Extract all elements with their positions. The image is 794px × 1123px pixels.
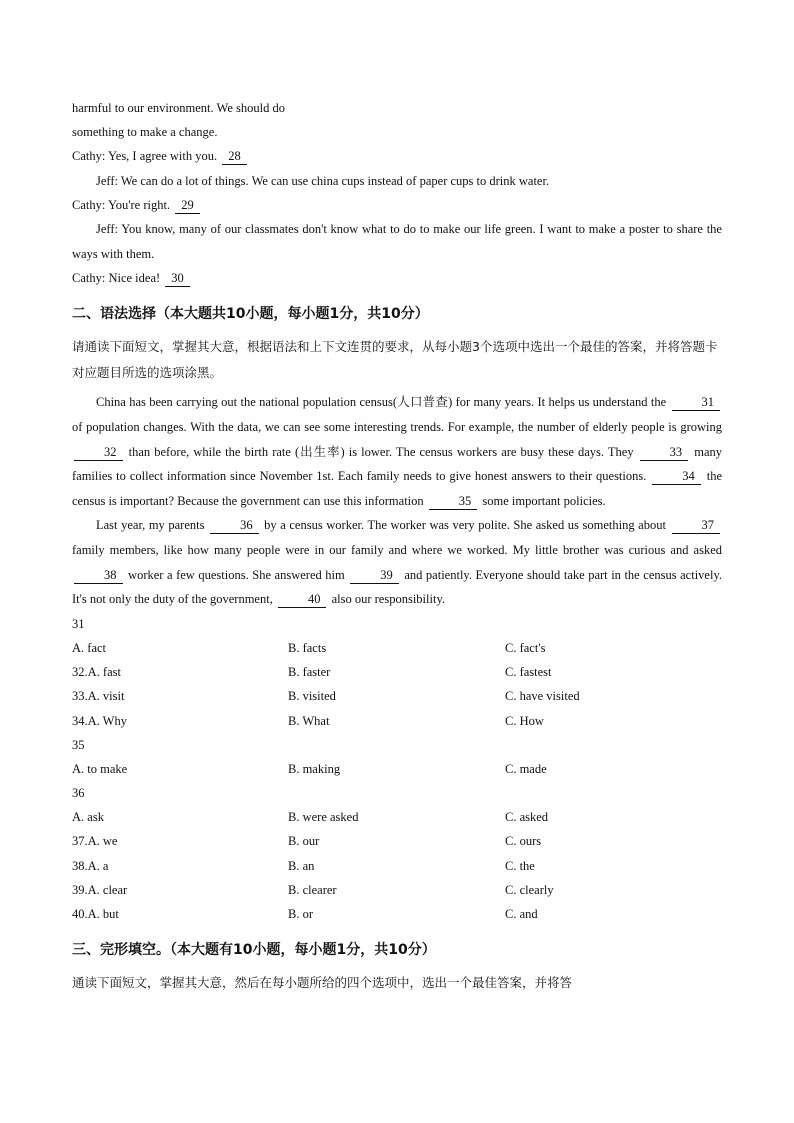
option-b[interactable]: B. making bbox=[288, 761, 341, 776]
option-a[interactable]: 38.A. a bbox=[72, 858, 109, 873]
blank-38[interactable]: 38 bbox=[74, 568, 123, 584]
option-a[interactable]: 34.A. Why bbox=[72, 713, 127, 728]
blank-30[interactable]: 30 bbox=[165, 271, 190, 287]
option-a[interactable]: A. ask bbox=[72, 810, 104, 825]
option-a[interactable]: 33.A. visit bbox=[72, 689, 125, 704]
option-a[interactable]: 32.A. fast bbox=[72, 665, 121, 680]
passage-text: many families to collect information since November 1st. Each family needs to give honest answers to their questions. bbox=[72, 444, 723, 484]
option-row bbox=[72, 829, 722, 853]
section-heading: 二、语法选择（本大题共10小题，每小题1分，共10分） bbox=[72, 306, 429, 323]
dialogue-line bbox=[72, 144, 722, 168]
option-row bbox=[72, 757, 722, 781]
option-a[interactable]: 39.A. clear bbox=[72, 882, 128, 897]
passage-text: by a census worker. The worker was very polite. She asked us something about bbox=[264, 518, 666, 533]
passage-text: family members, like how many people were in our family and where we worked. My little brother was curious and asked bbox=[72, 542, 722, 557]
dialogue-line: something to make a change. bbox=[72, 125, 218, 140]
passage-paragraph bbox=[72, 390, 722, 513]
option-b[interactable]: B. facts bbox=[288, 640, 327, 655]
section-instruction: 请通读下面短文，掌握其大意，根据语法和上下文连贯的要求，从每小题3个选项中选出一个最佳的答案，并将答题卡对应题目所选的选项涂黑。 bbox=[72, 339, 718, 381]
option-b[interactable]: B. clearer bbox=[288, 882, 337, 897]
option-b[interactable]: B. visited bbox=[288, 689, 336, 704]
question-number: 35 bbox=[72, 737, 85, 752]
passage-text: worker a few questions. She answered him bbox=[128, 567, 345, 582]
option-c[interactable]: C. ours bbox=[505, 834, 542, 849]
option-a[interactable]: 37.A. we bbox=[72, 834, 118, 849]
option-c[interactable]: C. How bbox=[505, 713, 544, 728]
option-row bbox=[72, 636, 722, 660]
blank-39[interactable]: 39 bbox=[350, 568, 399, 584]
blank-40[interactable]: 40 bbox=[278, 592, 327, 608]
option-c[interactable]: C. fastest bbox=[505, 665, 552, 680]
passage-text: China has been carrying out the national population census(人口普查) for many years. It helps us understand the bbox=[96, 395, 667, 410]
option-b[interactable]: B. our bbox=[288, 834, 320, 849]
blank-37[interactable]: 37 bbox=[672, 518, 721, 534]
dialogue-text: Cathy: Nice idea! bbox=[72, 271, 161, 286]
option-row bbox=[72, 805, 722, 829]
option-b[interactable]: B. What bbox=[288, 713, 330, 728]
passage-text: also our responsibility. bbox=[331, 592, 446, 607]
option-a[interactable]: A. fact bbox=[72, 640, 107, 655]
option-c[interactable]: C. have visited bbox=[505, 689, 580, 704]
dialogue-line bbox=[72, 266, 722, 290]
option-c[interactable]: C. asked bbox=[505, 810, 549, 825]
dialogue-line: harmful to our environment. We should do bbox=[72, 101, 285, 115]
dialogue-text: Cathy: Yes, I agree with you. bbox=[72, 149, 218, 164]
option-c[interactable]: C. and bbox=[505, 907, 538, 922]
option-a[interactable]: 40.A. but bbox=[72, 907, 119, 922]
passage-text: the census is important? Because the government can use this information bbox=[72, 469, 722, 508]
document-page bbox=[72, 96, 722, 996]
dialogue-line: Jeff: You know, many of our classmates don't know what to do to make our life green. I want to make a poster to share the ways with them. bbox=[72, 222, 722, 261]
option-row bbox=[72, 684, 722, 708]
blank-29[interactable]: 29 bbox=[175, 198, 200, 214]
option-row bbox=[72, 854, 722, 878]
dialogue-line: Jeff: We can do a lot of things. We can use china cups instead of paper cups to drink water. bbox=[96, 173, 550, 188]
dialogue-line bbox=[72, 193, 722, 217]
blank-36[interactable]: 36 bbox=[210, 518, 259, 534]
option-c[interactable]: C. the bbox=[505, 858, 535, 873]
passage-text: than before, while the birth rate (出生率) is lower. The census workers are busy these days. They bbox=[128, 444, 634, 459]
question-number: 36 bbox=[72, 786, 85, 801]
blank-35[interactable]: 35 bbox=[429, 494, 478, 510]
option-b[interactable]: B. faster bbox=[288, 665, 331, 680]
option-row bbox=[72, 660, 722, 684]
passage-text: Last year, my parents bbox=[96, 518, 205, 533]
blank-32[interactable]: 32 bbox=[74, 445, 123, 461]
question-number: 31 bbox=[72, 616, 85, 631]
option-b[interactable]: B. or bbox=[288, 907, 313, 922]
dialogue-text: Cathy: You're right. bbox=[72, 197, 171, 212]
option-c[interactable]: C. clearly bbox=[505, 882, 554, 897]
blank-31[interactable]: 31 bbox=[672, 395, 721, 411]
passage-paragraph bbox=[72, 513, 722, 611]
passage-text: some important policies. bbox=[482, 493, 606, 508]
option-b[interactable]: B. an bbox=[288, 858, 315, 873]
option-b[interactable]: B. were asked bbox=[288, 810, 359, 825]
section-instruction: 通读下面短文，掌握其大意，然后在每小题所给的四个选项中，选出一个最佳答案，并将答 bbox=[72, 975, 573, 991]
option-row bbox=[72, 902, 722, 926]
section-heading: 三、完形填空。（本大题有10小题，每小题1分，共10分） bbox=[72, 942, 436, 959]
blank-33[interactable]: 33 bbox=[640, 445, 689, 461]
passage-text: of population changes. With the data, we can see some interesting trends. For example, the number of elderly people is growing bbox=[72, 420, 722, 434]
blank-28[interactable]: 28 bbox=[222, 149, 247, 165]
passage-text: and patiently. Everyone should take part in the census actively. It's not only the duty of the government, bbox=[72, 567, 723, 607]
option-row bbox=[72, 709, 722, 733]
option-row bbox=[72, 878, 722, 902]
blank-34[interactable]: 34 bbox=[652, 469, 701, 485]
option-c[interactable]: C. made bbox=[505, 761, 547, 776]
option-a[interactable]: A. to make bbox=[72, 761, 128, 776]
option-c[interactable]: C. fact's bbox=[505, 640, 546, 655]
